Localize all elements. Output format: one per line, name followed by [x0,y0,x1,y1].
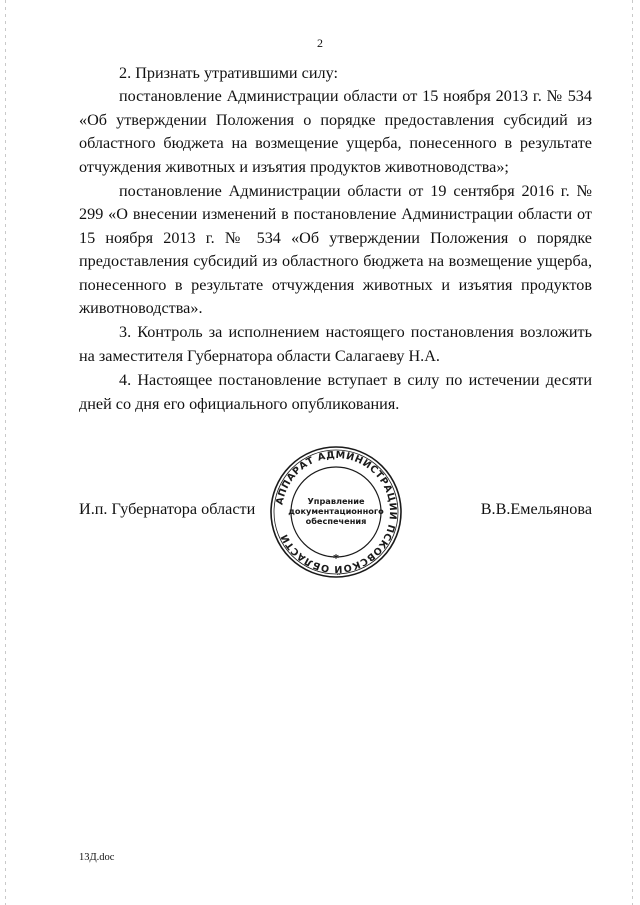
official-stamp [268,444,404,580]
stamp-center-line-3: обеспечения [305,516,367,526]
document-body [79,62,592,416]
stamp-star-mark: * [333,552,339,565]
signatory-position: И.п. Губернатора области [79,500,256,518]
stamp-ring-text: АППАРАТ АДМИНИСТРАЦИИ ПСКОВСКОЙ ОБЛАСТИ [274,449,399,575]
scan-edge-right [632,0,633,905]
paragraph-item-4: 4. Настоящее постановление вступает в силу по истечении десяти дней со дня его официального опубликования. [79,371,592,413]
paragraph-item-2: 2. Признать утратившими силу: [119,64,338,82]
page-number: 2 [317,36,323,50]
paragraph-item-3: 3. Контроль за исполнением настоящего постановления возложить на заместителя Губернатора области Салагаеву Н.А. [79,323,592,365]
stamp-center-line-1: Управление [307,496,365,506]
signatory-name: В.В.Емельянова [480,500,592,518]
document-filename: 13Д.doc [79,852,115,863]
paragraph-repealed-2016: постановление Администрации области от 19 сентября 2016 г. № 299 «О внесении изменений в постановление Администрации области от 15 ноября 2013 г. № 534 «Об утверждении Положения о порядке предоставления субсидий из областного бюджета на возмещение ущерба, понесенного в результате отчуждения животных и изъятия продуктов животноводства». [79,182,592,318]
paragraph-repealed-2013: постановление Администрации области от 15 ноября 2013 г. № 534 «Об утверждении Положения о порядке предоставления субсидий из областного бюджета на возмещение ущерба, понесенного в результате отчуждения животных и изъятия продуктов животноводства»; [79,87,592,176]
scan-edge-left [5,0,6,905]
stamp-center-line-2: документационного [288,506,384,516]
